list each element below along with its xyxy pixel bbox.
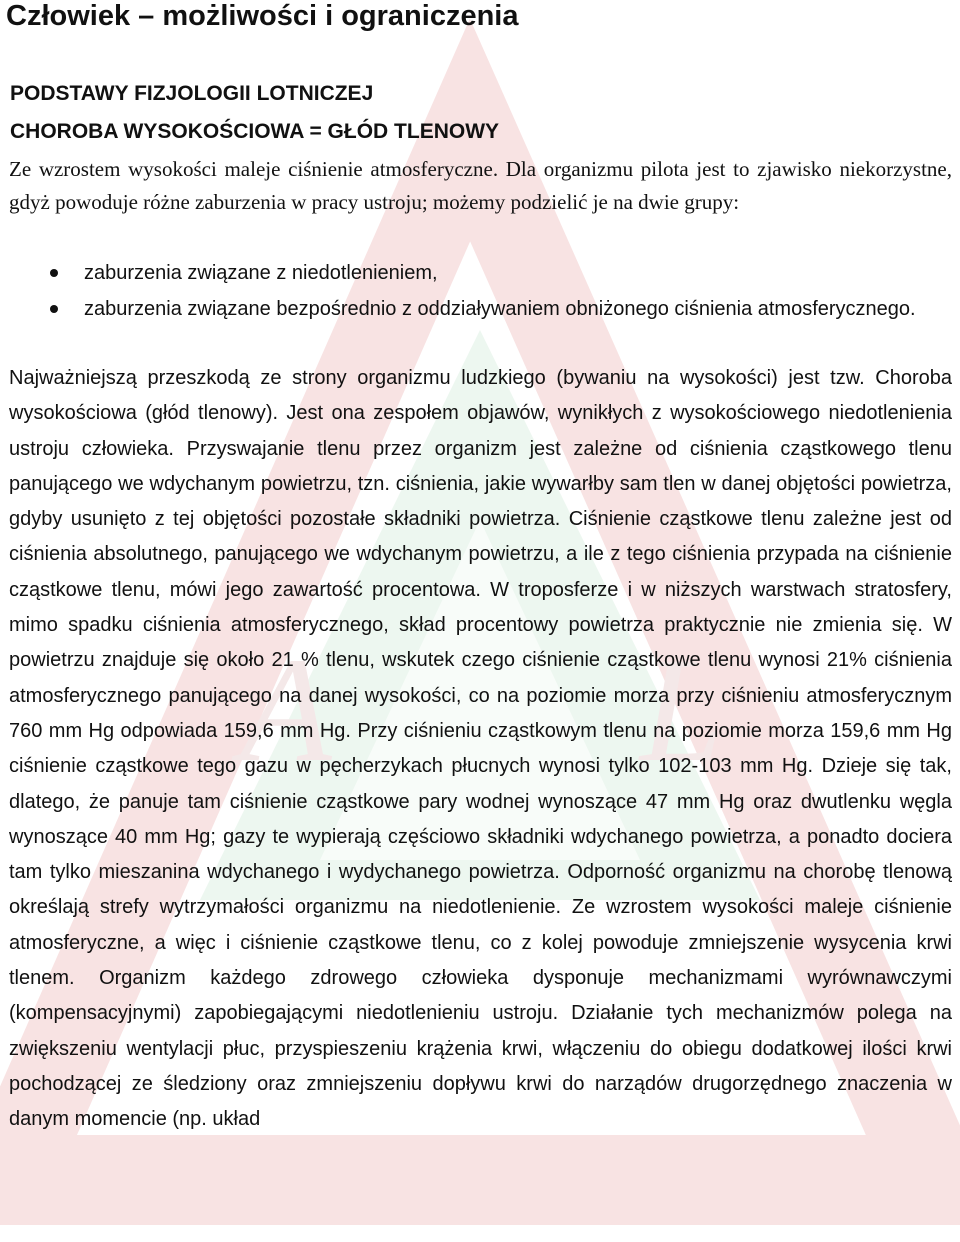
bullet-icon — [50, 269, 58, 277]
subsection-heading: CHOROBA WYSOKOŚCIOWA = GŁÓD TLENOWY — [10, 120, 500, 143]
bullet-icon — [50, 305, 58, 313]
list-item — [0, 255, 951, 291]
body-paragraph: Najważniejszą przeszkodą ze strony organizmu ludzkiego (bywaniu na wysokości) jest tzw. Choroba wysokościowa (głód tlenowy). Jest ona zespołem objawów, wynikłych z wysokościowego niedotlenienia ustroju człowieka. Przyswajanie tlenu przez organizm jest zależne od ciśnienia cząstkowego tlenu panującego we wdychanym powietrzu, tzn. ciśnienia, jakie wywarłby sam tlen w danej objętości powietrza, gdyby usunięto z tej objętości pozostałe składniki powietrza. Ciśnienie cząstkowe tlenu zależne jest od ciśnienia absolutnego, panującego we wdychanym powietrzu, a ile z tego ciśnienia przypada na ciśnienie cząstkowe tlenu, mówi jego zawartość procentowa. W troposferze i w niższych warstwach stratosfery, mimo spadku ciśnienia atmosferycznego, skład procentowy powietrza praktycznie nie zmienia się. W powietrzu znajduje się około 21 % tlenu, wskutek czego ciśnienie cząstkowe tlenu wynosi 21% ciśnienia atmosferycznego panującego na danej wysokości, co na poziomie morza przy ciśnieniu atmosferycznym 760 mm Hg odpowiada 159,6 mm Hg. Przy ciśnieniu cząstkowym tlenu na poziomie morza 159,6 mm Hg ciśnienie cząstkowe tego gazu w pęcherzykach płucnych wynosi tylko 102-103 mm Hg. Dzieje się tak, dlatego, że panuje tam ciśnienie cząstkowe pary wodnej wynoszące 47 mm Hg oraz dwutlenku węgla wynoszące 40 mm Hg; gazy te wypierają częściowo składniki wdychanego powietrza, a ponadto dociera tam tylko mieszanina wdychanego i wydychanego powietrza. Odporność organizmu na chorobę tlenową określają strefy wytrzymałości organizmu na niedotlenienie. Ze wzrostem wysokości maleje ciśnienie atmosferyczne, a więc i ciśnienie cząstkowe tlenu, co z kolej powoduje zmniejszenie wysycenia krwi tlenem. Organizm każdego zdrowego człowieka dysponuje mechanizmami wyrównawczymi (kompensacyjnymi) zapobiegającymi niedotlenieniu ustroju. Działanie tych mechanizmów polega na zwiększeniu wentylacji płuc, przyspieszeniu krążenia krwi, włączeniu do obiegu dodatkowej ilości krwi pochodzącej ze śledziony oraz zmniejszeniu dopływu krwi do narządów drugorzędnego znaczenia w danym momencie (np. układ — [9, 367, 952, 1131]
list-item-text: zaburzenia związane z niedotlenieniem, — [84, 262, 438, 284]
intro-paragraph: Ze wzrostem wysokości maleje ciśnienie atmosferyczne. Dla organizmu pilota jest to zjawisko niekorzystne, gdyż powoduje różne zaburzenia w pracy ustroju; możemy podzielić je na dwie grupy: — [9, 157, 952, 214]
list-item-text: zaburzenia związane bezpośrednio z oddziaływaniem obniżonego ciśnienia atmosferycznego. — [84, 298, 916, 320]
bullet-list — [0, 255, 960, 327]
page-title: Człowiek – możliwości i ograniczenia — [6, 0, 519, 32]
svg-text:L: L — [640, 627, 724, 793]
list-item — [0, 291, 951, 327]
svg-text:A: A — [240, 627, 332, 793]
section-heading: PODSTAWY FIZJOLOGII LOTNICZEJ — [10, 82, 374, 105]
